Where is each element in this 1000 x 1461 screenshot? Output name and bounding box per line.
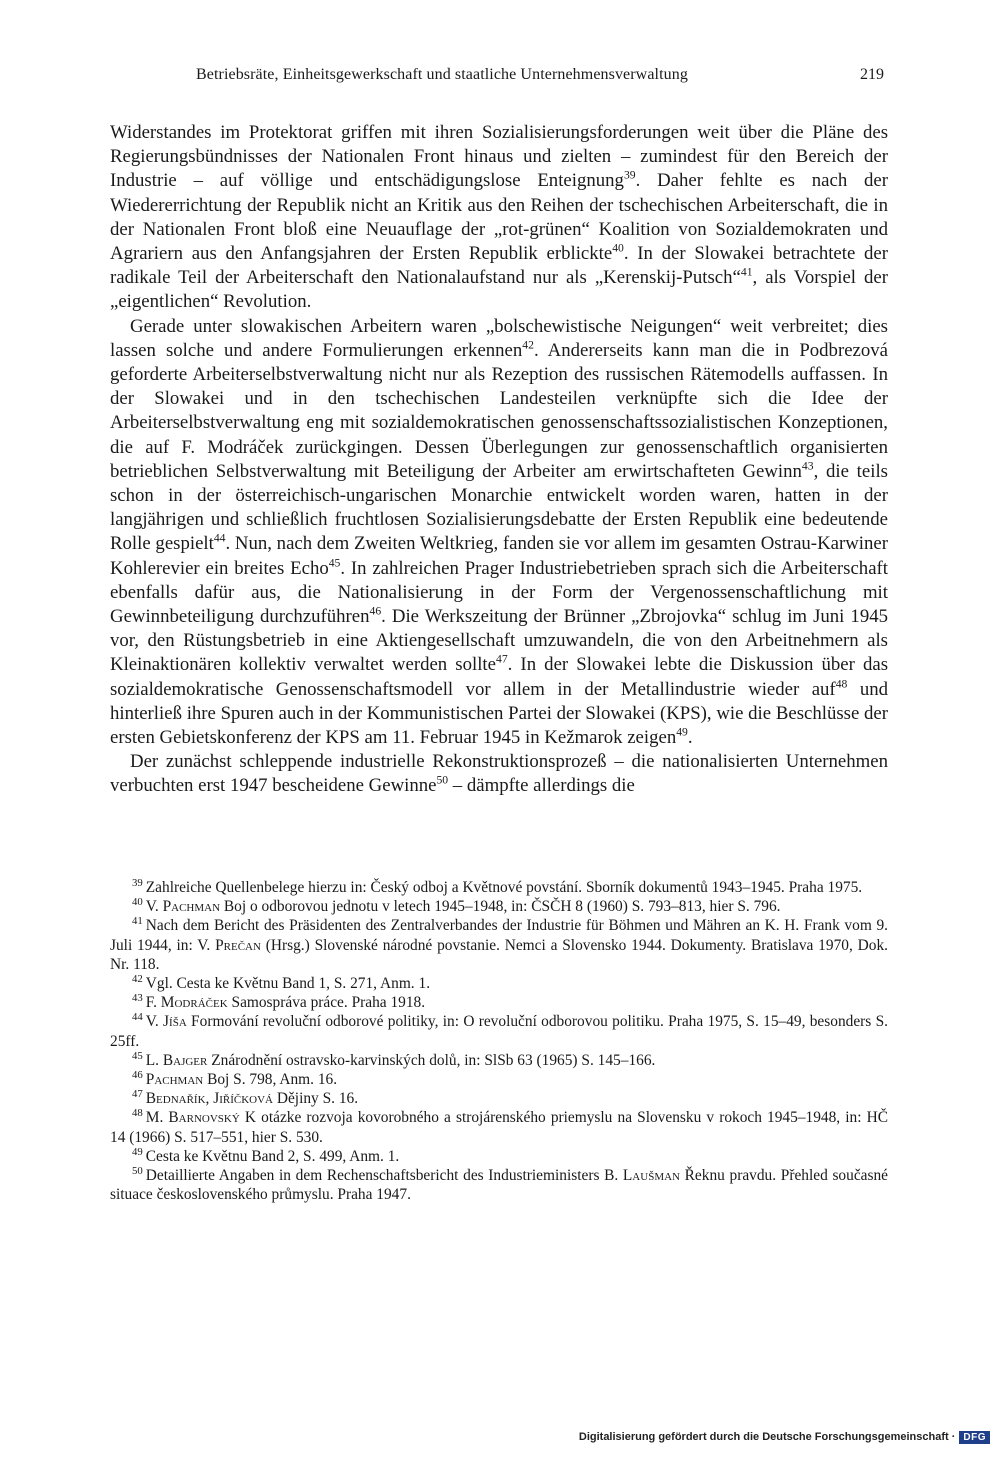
paragraph: Widerstandes im Protektorat griffen mit ihren Sozialisierungsforderungen weit über die Pläne des Regierungsbündnisses der Nationalen Front hinaus und zielten – zumindest für den Bereich der Industrie – auf völlige und entschädigungslose Enteignung$^{39}$. Daher fehlte es nach der Wiedererrichtung der Republik nicht an Kritik aus den Reihen der tschechischen Arbeiterschaft, die in der Nationalen Front bloß eine Neuauflage der „rot-grünen“ Koalition von Sozialdemokraten und Agrariern aus den Anfangsjahren der Ersten Republik erblickte$^{40}$. In der Slowakei betrachtete der radikale Teil der Arbeiterschaft den Nationalaufstand nur als „Kerenskij-Putsch“$^{41}$, als Vorspiel der „eigentlichen“ Revolution. bbox=[110, 122, 889, 313]
page-number: 219 bbox=[860, 66, 884, 83]
paragraph: Gerade unter slowakischen Arbeitern waren „bolschewistische Neigungen“ weit verbreitet; dies lassen solche und andere Formulierungen erkennen$^{42}$. Andererseits kann man die in Podbrezová geforderte Arbeiterselbstverwaltung nicht nur als Rezeption des russischen Rätemodells auffassen. In der Slowakei und in den tschechischen Landesteilen verknüpfte sich die Idee der Arbeiterselbstverwaltung eng mit sozialdemokratischen genossenschaftssozialistischen Konzeptionen, die auf F. Modráček zurückgingen. Dessen Überlegungen zur genossenschaftlich organisierten betrieblichen Selbstverwaltung mit Beteiligung der Arbeiter am erwirtschafteten Gewinn$^{43}$, die teils schon in der österreichisch-ungarischen Monarchie entwickelt worden waren, hatten in der langjährigen und schließlich fruchtlosen Sozialisierungsdebatte der Ersten Republik eine bedeutende Rolle gespielt$^{44}$. Nun, nach dem Zweiten Weltkrieg, fanden sie vor allem im gesamten Ostrau-Karwiner Kohlerevier ein breites Echo$^{45}$. In zahlreichen Prager Industriebetrieben sprach sich die Arbeiterschaft ebenfalls dafür aus, die Nationalisierung in der Form der Vergenossenschaftlichung mit Gewinnbeteiligung durchzuführen$^{46}$. Die Werkszeitung der Brünner „Zbrojovka“ schlug im Juni 1945 vor, den Rüstungsbetrieb in eine Aktiengesellschaft umzuwandeln, die von den Arbeitnehmern als Kleinaktionären kollektiv verwaltet werden sollte$^{47}$. In der Slowakei lebte die Diskussion über das sozialdemokratische Genossenschaftsmodell vor allem in der Metallindustrie wieder auf$^{48}$ und hinterließ ihre Spuren auch in der Kommunistischen Partei der Slowakei (KPS), wie die Beschlüsse der ersten Gebietskonferenz der KPS am 11. Februar 1945 in Kežmarok zeigen$^{49}$. bbox=[110, 315, 889, 749]
footnote-ref[interactable]: 41 bbox=[740, 265, 753, 279]
footnote-ref[interactable]: 50 bbox=[436, 774, 449, 788]
footnote-ref[interactable]: 40 bbox=[612, 241, 624, 255]
credit-text: Digitalisierung gefördert durch die Deutsche Forschungsgemeinschaft · bbox=[578, 1431, 956, 1443]
footnote-ref[interactable]: 48 bbox=[835, 677, 848, 691]
main-text bbox=[110, 121, 888, 799]
footnote-41: $^{41}$ Nach dem Bericht des Präsidenten des Zentralverbandes der Industrie für Böhmen und Mähren an K. H. Frank vom 9. Juli 1944, in: V. Prečan (Hrsg.) Slovenské národné povstanie. Nemci a Slovensko 1944. Dokumenty. Bratislava 1970, Dok. Nr. 118. bbox=[110, 915, 888, 973]
footnote-44: $^{44}$ V. Jíša Formování revoluční odborové politiky, in: O revoluční odborovou politiku. Praha 1975, S. 15–49, besonders S. 25ff. bbox=[110, 1011, 888, 1050]
footnote-45: $^{45}$ L. Bajger Znárodnění ostravsko-karvinských dolů, in: SlSb 63 (1965) S. 145–166. bbox=[132, 1049, 656, 1069]
footnote-ref[interactable]: 45 bbox=[328, 556, 341, 570]
footnote-48: $^{48}$ M. Barnovský K otázke rozvoja kovorobného a strojárenského priemyslu na Slovensku v rokoch 1945–1948, in: HČ 14 (1966) S. 517–551, hier S. 530. bbox=[110, 1107, 888, 1146]
paragraph: Der zunächst schleppende industrielle Rekonstruktionsprozeß – die nationalisierten Unternehmen verbuchten erst 1947 bescheidene Gewinne$^{50}$ – dämpfte allerdings die bbox=[110, 751, 888, 797]
page-header bbox=[110, 66, 890, 90]
running-title: Betriebsräte, Einheitsgewerkschaft und staatliche Unternehmensverwaltung bbox=[196, 66, 688, 83]
footnote-ref[interactable]: 46 bbox=[369, 604, 382, 618]
footnote-40: $^{40}$ V. Pachman Boj o odborovou jednotu v letech 1945–1948, in: ČSČH 8 (1960) S. 793–813, hier S. 796. bbox=[132, 896, 781, 916]
footnote-ref[interactable]: 44 bbox=[213, 532, 226, 546]
footnote-ref[interactable]: 47 bbox=[496, 653, 508, 667]
footnote-42: $^{42}$ Vgl. Cesta ke Květnu Band 1, S. 271, Anm. 1. bbox=[132, 972, 431, 993]
dfg-logo: DFG bbox=[959, 1431, 990, 1444]
footnotes bbox=[110, 878, 888, 1204]
footnote-47: $^{47}$ Bednařík, Jiříčková Dějiny S. 16. bbox=[132, 1088, 359, 1108]
footnote-ref[interactable]: 49 bbox=[676, 725, 688, 739]
footnote-46: $^{46}$ Pachman Boj S. 798, Anm. 16. bbox=[132, 1068, 338, 1089]
digitization-credit bbox=[579, 1429, 990, 1445]
footnote-50: $^{50}$ Detaillierte Angaben in dem Rechenschaftsbericht des Industrieministers B. Laušman Řeknu pravdu. Přehled současné situace československého průmyslu. Praha 1947. bbox=[110, 1164, 888, 1204]
footnote-ref[interactable]: 43 bbox=[801, 459, 814, 473]
footnote-ref[interactable]: 42 bbox=[522, 338, 534, 352]
footnote-49: $^{49}$ Cesta ke Květnu Band 2, S. 499, Anm. 1. bbox=[132, 1145, 400, 1165]
footnote-39: $^{39}$ Zahlreiche Quellenbelege hierzu in: Český odboj a Květnové povstání. Sborník dokumentů 1943–1945. Praha 1975. bbox=[132, 876, 863, 896]
footnote-43: $^{43}$ F. Modráček Samospráva práce. Praha 1918. bbox=[132, 992, 426, 1012]
footnote-ref[interactable]: 39 bbox=[623, 169, 636, 183]
